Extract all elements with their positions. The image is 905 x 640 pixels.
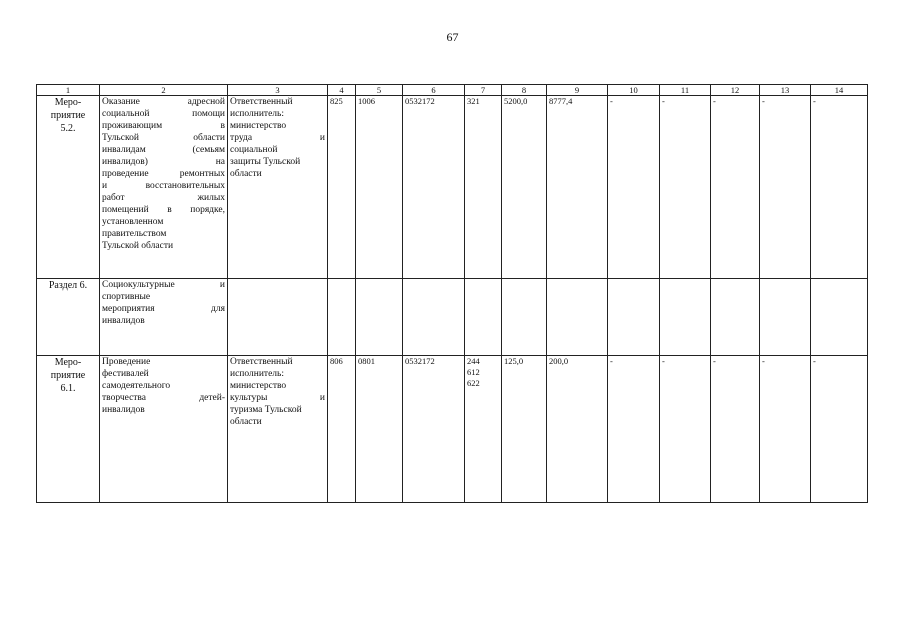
cell-c5: 1006	[356, 96, 403, 279]
cell-c6: 0532172	[403, 96, 465, 279]
cell-c9: 200,0	[547, 356, 608, 503]
cell-c7: 321	[465, 96, 502, 279]
header-cell: 1	[37, 85, 100, 96]
cell-c5: 0801	[356, 356, 403, 503]
header-cell: 14	[811, 85, 868, 96]
cell-c4: 806	[328, 356, 356, 503]
page-number: 67	[446, 30, 459, 44]
header-cell: 6	[403, 85, 465, 96]
header-row	[37, 85, 868, 96]
cell-c10: -	[608, 356, 660, 503]
header-cell: 11	[660, 85, 711, 96]
cell-c11: -	[660, 356, 711, 503]
empty-cell	[811, 279, 868, 356]
empty-cell	[547, 279, 608, 356]
empty-cell	[760, 279, 811, 356]
cell-c7: 244 612 622	[465, 356, 502, 503]
header-cell: 4	[328, 85, 356, 96]
cell-c10: -	[608, 96, 660, 279]
empty-cell	[328, 279, 356, 356]
cell-c6: 0532172	[403, 356, 465, 503]
empty-cell	[711, 279, 760, 356]
row-executor: Ответственный исполнитель: министерство культуры и туризма Тульской области	[228, 356, 328, 503]
table-row	[37, 356, 868, 503]
cell-c8: 125,0	[502, 356, 547, 503]
header-cell: 3	[228, 85, 328, 96]
program-table	[36, 84, 868, 503]
header-cell: 9	[547, 85, 608, 96]
row-executor: Ответственный исполнитель: министерство труда и социальной защиты Тульской области	[228, 96, 328, 279]
table-row	[37, 96, 868, 279]
cell-c9: 8777,4	[547, 96, 608, 279]
header-cell: 13	[760, 85, 811, 96]
cell-c8: 5200,0	[502, 96, 547, 279]
row-label: Меро- приятие 5.2.	[37, 96, 100, 279]
table-row	[37, 279, 868, 356]
header-cell: 7	[465, 85, 502, 96]
header-cell: 8	[502, 85, 547, 96]
cell-c13: -	[760, 356, 811, 503]
cell-c12: -	[711, 356, 760, 503]
header-cell: 5	[356, 85, 403, 96]
header-cell: 12	[711, 85, 760, 96]
empty-cell	[403, 279, 465, 356]
empty-cell	[660, 279, 711, 356]
empty-cell	[502, 279, 547, 356]
empty-cell	[356, 279, 403, 356]
header-cell: 10	[608, 85, 660, 96]
empty-cell	[228, 279, 328, 356]
empty-cell	[608, 279, 660, 356]
cell-c14: -	[811, 356, 868, 503]
header-cell: 2	[100, 85, 228, 96]
cell-c4: 825	[328, 96, 356, 279]
cell-c14: -	[811, 96, 868, 279]
empty-cell	[465, 279, 502, 356]
row-label: Меро- приятие 6.1.	[37, 356, 100, 503]
cell-c11: -	[660, 96, 711, 279]
row-description: Оказание адресной социальной помощи проживающим в Тульской области инвалидам (семьям инвалидов) на проведение ремонтных и восстановительных работ жилых помещений в порядке, установленном правительством Тульской области	[100, 96, 228, 279]
row-label: Раздел 6.	[37, 279, 100, 356]
row-description: Проведение фестивалей самодеятельного творчества детей- инвалидов	[100, 356, 228, 503]
row-description: Социокультурные и спортивные мероприятия для инвалидов	[100, 279, 228, 356]
cell-c13: -	[760, 96, 811, 279]
cell-c12: -	[711, 96, 760, 279]
